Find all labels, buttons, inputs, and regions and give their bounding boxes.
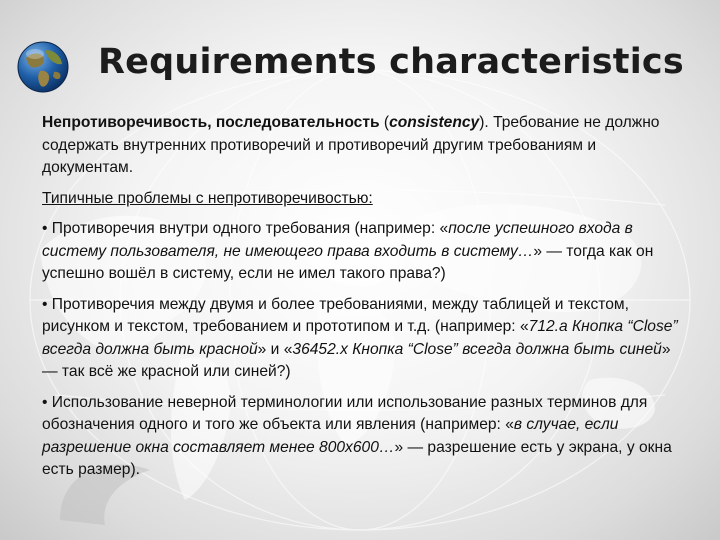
definition-term-close: ). <box>479 114 494 131</box>
slide-title: Requirements characteristics <box>98 42 684 82</box>
definition-text: Требование не должно содержать внутренних противоречий и противоречий другим требованиям и документам. <box>42 114 660 176</box>
bullet-mid: » и « <box>257 340 293 358</box>
problems-heading: Типичные проблемы с непротиворечивостью: <box>42 189 373 207</box>
slide-body <box>42 112 682 490</box>
definition-term-en: consistency <box>389 114 480 131</box>
bullet-example: 36452.x Кнопка “Close” всегда должна быть синей <box>292 340 662 358</box>
bullet-tail: » — тогда как он успешно вошёл в систему, если не имел такого права?) <box>42 242 654 282</box>
bullet-item <box>42 218 682 286</box>
definition-term: Непротиворечивость, последовательность <box>42 114 380 131</box>
bullet-example: после успешного входа в систему пользователя, не имеющего права входить в систему… <box>42 220 633 260</box>
definition-term-open: ( <box>379 114 390 131</box>
bullet-lead: • Использование неверной терминологии или использование разных терминов для обозначения одного и того же объекта или явления (например: « <box>42 393 648 433</box>
bullet-example: 712.a Кнопка “Close” всегда должна быть красной <box>42 318 678 358</box>
definition-paragraph <box>42 112 682 180</box>
bullet-example: в случае, если разрешение окна составляет менее 800x600… <box>42 416 619 456</box>
bullet-tail: » — разрешение есть у экрана, у окна есть размер). <box>42 438 672 478</box>
bullet-item <box>42 392 682 482</box>
bullet-tail: » — так всё же красной или синей?) <box>42 340 671 380</box>
globe-icon <box>16 40 70 94</box>
bullet-lead: • Противоречия внутри одного требования (например: « <box>42 220 449 237</box>
bullet-item <box>42 294 682 384</box>
bullet-lead: • Противоречия между двумя и более требованиями, между таблицей и текстом, рисунком и текстом, требованием и прототипом и т.д. (например: « <box>42 295 629 335</box>
